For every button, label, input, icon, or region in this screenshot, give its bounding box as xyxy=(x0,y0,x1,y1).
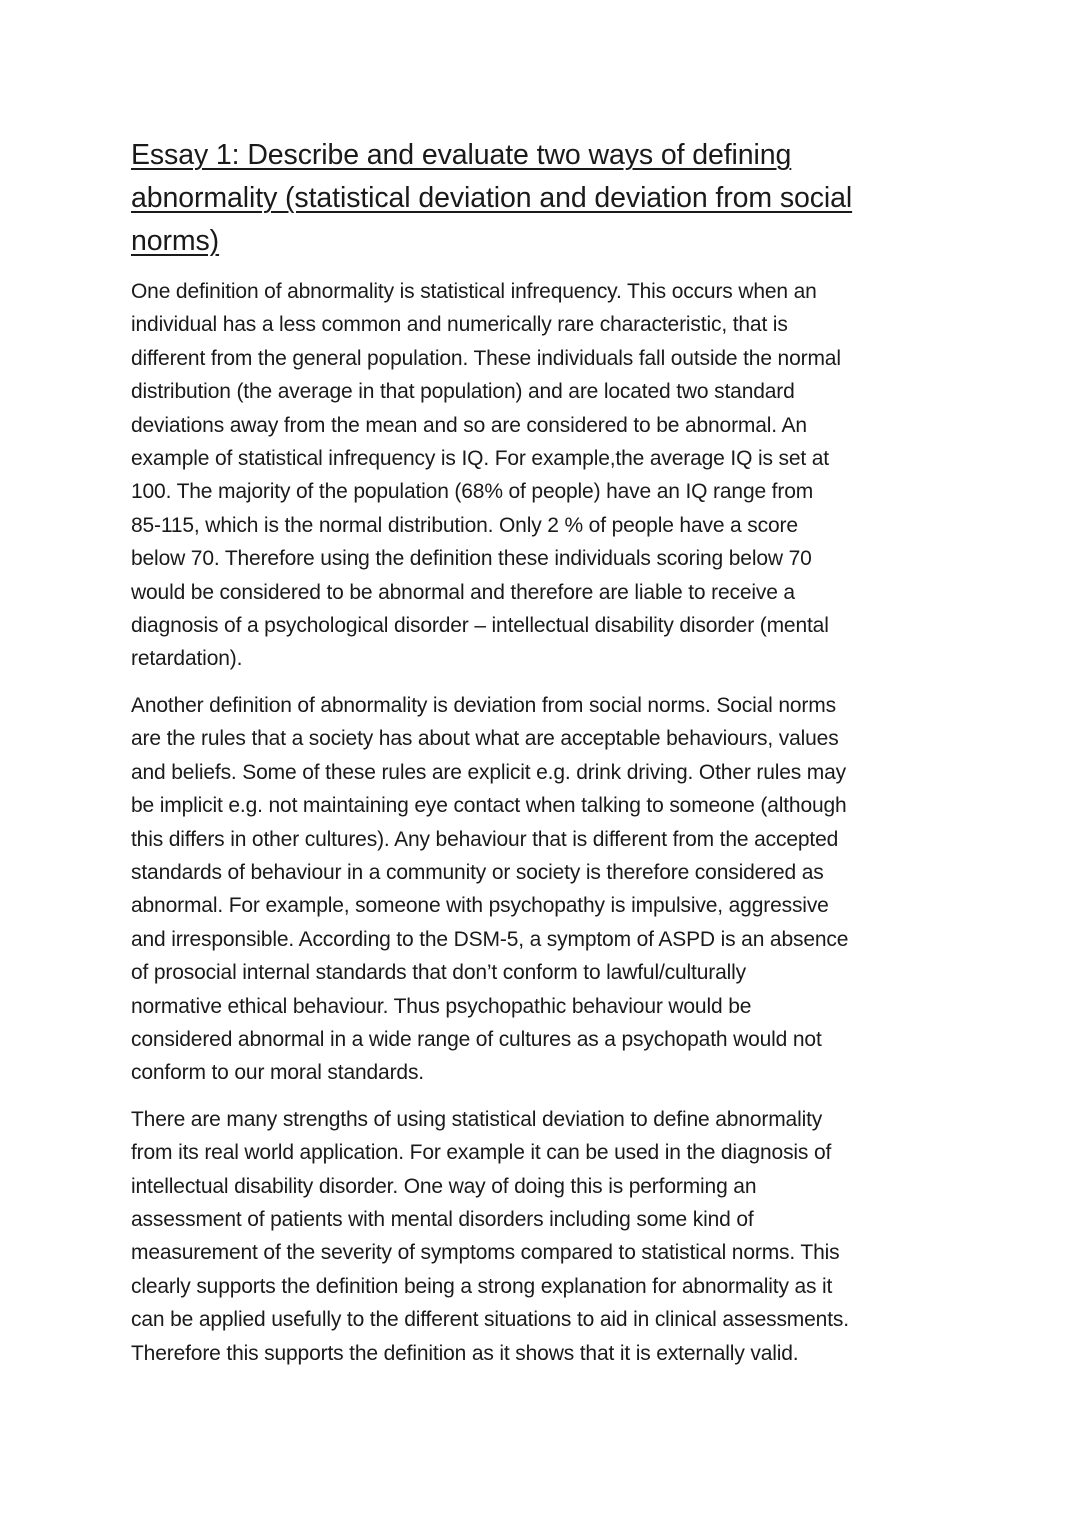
text-line: conform to our moral standards. xyxy=(131,1061,424,1085)
text-line: standards of behaviour in a community or society is therefore considered as xyxy=(131,860,824,884)
text-line: individual has a less common and numerically rare characteristic, that is xyxy=(131,313,788,337)
paragraph-strengths xyxy=(131,1103,951,1370)
text-line: and irresponsible. According to the DSM-5, a symptom of ASPD is an absence xyxy=(131,927,849,951)
text-line: 85-115, which is the normal distribution. Only 2 % of people have a score xyxy=(131,513,798,537)
text-line: this differs in other cultures). Any behaviour that is different from the accepted xyxy=(131,827,839,851)
text-line: One definition of abnormality is statistical infrequency. This occurs when an xyxy=(131,280,817,303)
essay-title xyxy=(131,134,951,263)
text-line: retardation). xyxy=(131,647,243,671)
text-line: clearly supports the definition being a strong explanation for abnormality as it xyxy=(131,1274,833,1298)
document-body xyxy=(131,134,951,1383)
text-line: example of statistical infrequency is IQ. For example,the average IQ is set at xyxy=(131,447,829,471)
text-line: normative ethical behaviour. Thus psychopathic behaviour would be xyxy=(131,994,752,1018)
text-line: intellectual disability disorder. One way of doing this is performing an xyxy=(131,1174,757,1198)
title-line: Essay 1: Describe and evaluate two ways of defining xyxy=(131,139,792,171)
text-line: measurement of the severity of symptoms compared to statistical norms. This xyxy=(131,1241,840,1265)
text-line: are the rules that a society has about what are acceptable behaviours, values xyxy=(131,727,839,751)
text-line: distribution (the average in that population) and are located two standard xyxy=(131,380,795,404)
text-line: There are many strengths of using statistical deviation to define abnormality xyxy=(131,1107,823,1131)
text-line: assessment of patients with mental disorders including some kind of xyxy=(131,1207,754,1231)
text-line: from its real world application. For example it can be used in the diagnosis of xyxy=(131,1141,832,1165)
title-line: norms) xyxy=(131,225,220,257)
text-line: be implicit e.g. not maintaining eye contact when talking to someone (although xyxy=(131,794,847,818)
text-line: Therefore this supports the definition as it shows that it is externally valid. xyxy=(131,1341,799,1365)
text-line: and beliefs. Some of these rules are explicit e.g. drink driving. Other rules may xyxy=(131,760,847,784)
text-line: of prosocial internal standards that don’t conform to lawful/culturally xyxy=(131,961,747,985)
text-line: different from the general population. These individuals fall outside the normal xyxy=(131,346,841,370)
text-line: below 70. Therefore using the definition these individuals scoring below 70 xyxy=(131,547,812,571)
text-line: can be applied usefully to the different situations to aid in clinical assessments. xyxy=(131,1308,849,1332)
text-line: diagnosis of a psychological disorder – intellectual disability disorder (mental xyxy=(131,614,829,638)
text-line: 100. The majority of the population (68% of people) have an IQ range from xyxy=(131,480,814,504)
text-line: Another definition of abnormality is deviation from social norms. Social norms xyxy=(131,693,836,717)
text-line: deviations away from the mean and so are considered to be abnormal. An xyxy=(131,413,807,437)
text-line: would be considered to be abnormal and therefore are liable to receive a xyxy=(131,580,795,604)
text-line: abnormal. For example, someone with psychopathy is impulsive, aggressive xyxy=(131,894,829,918)
title-line: abnormality (statistical deviation and deviation from social xyxy=(131,182,853,214)
paragraph-statistical-infrequency xyxy=(131,275,951,676)
paragraph-social-norms xyxy=(131,689,951,1090)
text-line: considered abnormal in a wide range of cultures as a psychopath would not xyxy=(131,1027,822,1051)
